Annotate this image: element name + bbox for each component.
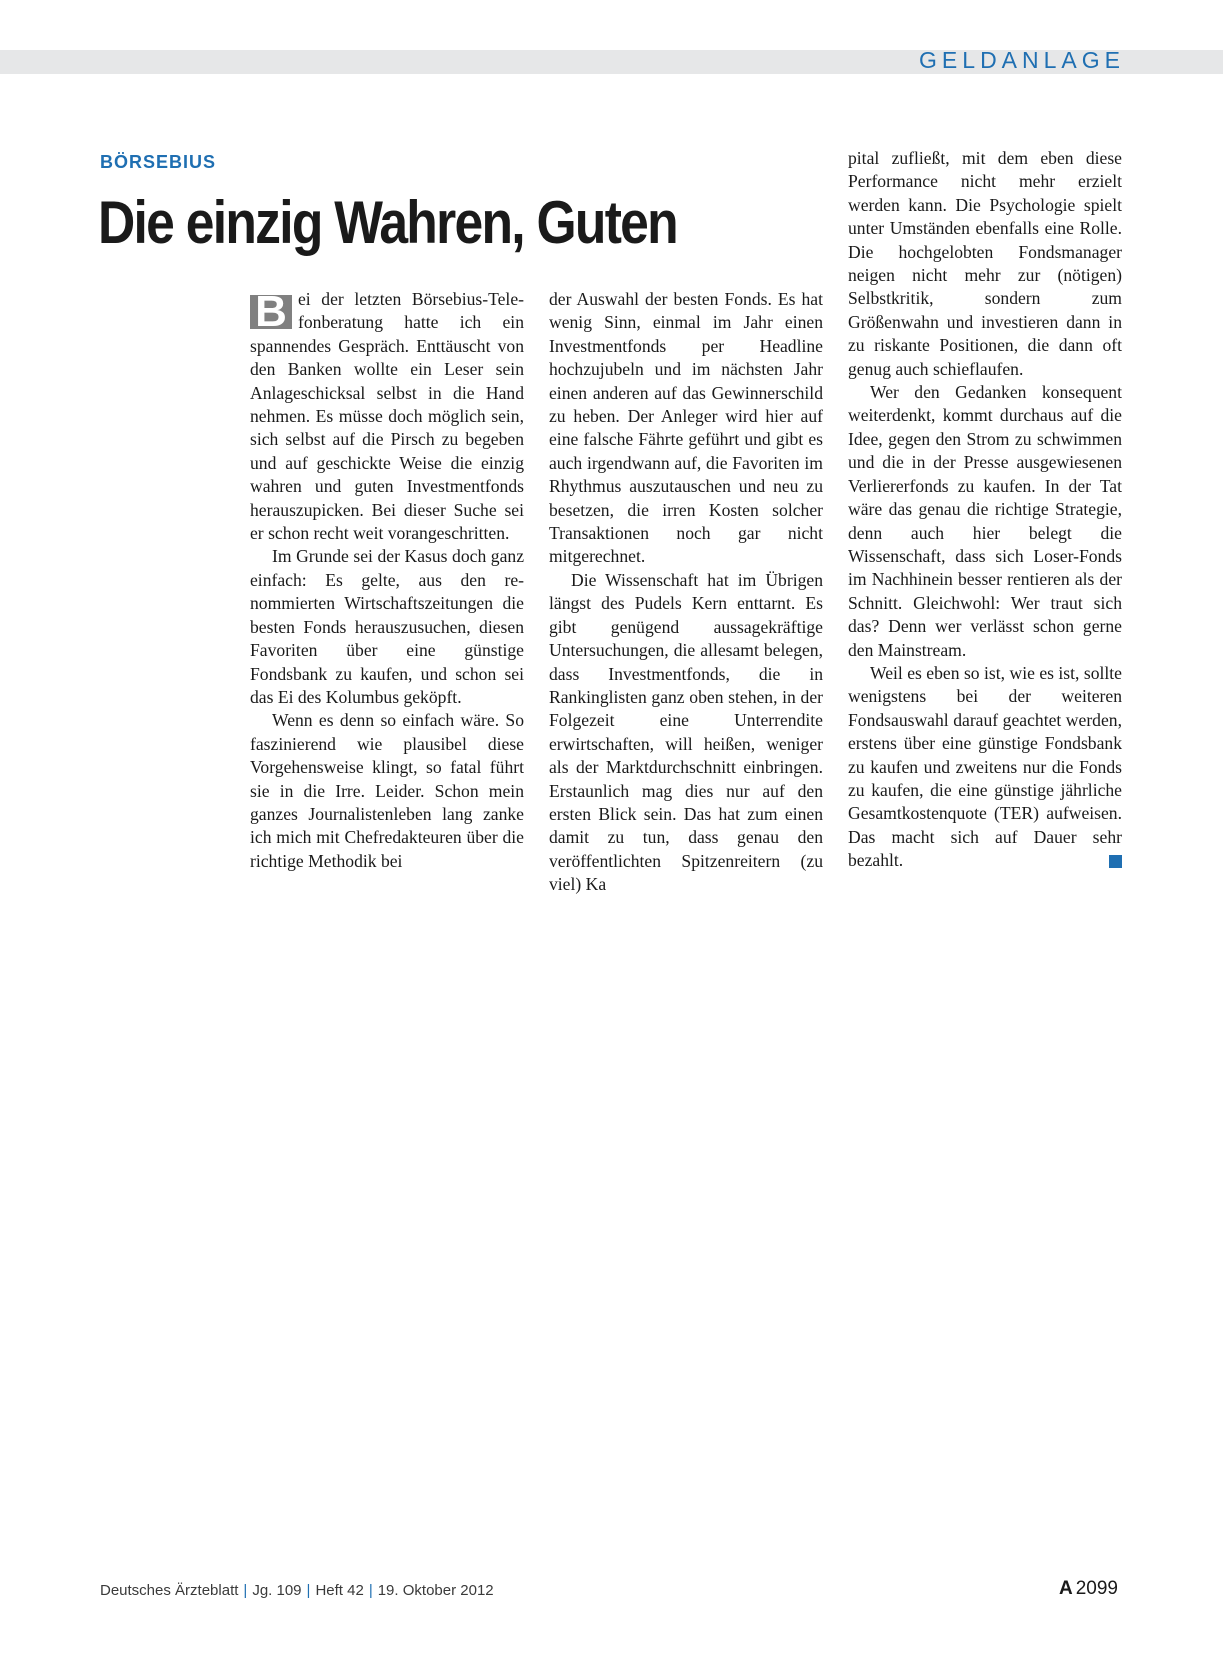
- issue: Heft 42: [315, 1582, 364, 1599]
- paragraph: Die Wissenschaft hat im Übrigen längst des Pudels Kern enttarnt. Es gibt genügend aussagekräftige Untersuchungen, die allesamt belegen, dass Investmentfonds, die in Rankinglisten ganz oben stehen, in der Folgezeit eine Unterrendite erwirtschaften, will heißen, weniger als der Marktdurchschnitt einbringen. Erstaunlich mag dies nur auf den ersten Blick sein. Das hat zum einen damit zu tun, dass genau den veröffentlichten Spitzenreitern (zu viel) Ka: [549, 569, 823, 895]
- separator: |: [243, 1582, 248, 1599]
- paragraph: Wer den Gedanken konsequent weiterdenkt, kommt durchaus auf die Idee, gegen den Strom zu schwimmen und die in der Presse ausgewiesenen Verliererfonds zu kaufen. In der Tat wäre das genau die richtige Strategie, denn auch hier belegt die Wissenschaft, dass sich Loser-Fonds im Nachhinein besser rentieren als der Schnitt. Gleichwohl: Wer traut sich das? Denn wer verlässt schon gerne den Mainstream.: [848, 382, 1122, 660]
- paragraph: pital zufließt, mit dem eben diese Performance nicht mehr erzielt werden kann. Die Psychologie spielt unter Umständen ebenfalls eine Rolle. Die hochgelobten Fondsmanager neigen nicht mehr zur (nötigen) Selbstkritik, sondern zum Größenwahn und investieren dann in zu riskante Positionen, die dann oft genug auch schieflaufen.: [848, 148, 1122, 379]
- footer-citation: [100, 1582, 494, 1599]
- text-column-3: [848, 147, 1122, 873]
- paragraph: Im Grunde sei der Kasus doch ganz einfach: Es gelte, aus den renommierten Wirtschaftszeitungen die besten Fonds herauszusuchen, diesen Favoriten über eine günstige Fondsbank zu kaufen, und schon sei das Ei des Kolumbus geköpft.: [250, 546, 524, 707]
- text-column-2: [549, 288, 823, 897]
- separator: |: [368, 1582, 373, 1599]
- article-kicker: BÖRSEBIUS: [100, 152, 217, 172]
- section-label: GELDANLAGE: [919, 47, 1125, 73]
- paragraph-text: Weil es eben so ist, wie es ist, sollte wenigstens bei der weiteren Fondsauswahl darauf geachtet werden, erstens über eine günstige Fondsbank zu kaufen und zweitens nur die Fonds zu kaufen, die eine günstige jährliche Gesamtkostenquote (TER) aufweisen. Das macht sich auf Dauer sehr bezahlt.: [848, 662, 1122, 871]
- separator: |: [306, 1582, 311, 1599]
- paragraph: Wenn es denn so einfach wäre. So faszinierend wie plausibel diese Vorgehensweise klingt, so fatal führt sie in die Irre. Leider. Schon mein ganzes Journalistenleben lang zanke ich mich mit Chefredakteuren über die richtige Methodik bei: [250, 710, 524, 871]
- page-number-value: 2099: [1075, 1578, 1118, 1599]
- text-column-1: [250, 288, 524, 873]
- dropcap: B: [250, 295, 292, 329]
- end-mark-icon: [1109, 855, 1122, 868]
- paragraph: der Auswahl der besten Fonds. Es hat wenig Sinn, einmal im Jahr einen Investmentfonds per Headline hochzujubeln und im nächsten Jahr einen anderen auf das Gewinnerschild zu heben. Der Anleger wird hier auf eine falsche Fährte geführt und gibt es auch irgendwann auf, die Favoriten im Rhythmus auszutauschen und neu zu besetzen, die irren Kosten solcher Transaktionen noch gar nicht mitgerechnet.: [549, 289, 823, 567]
- volume: Jg. 109: [252, 1582, 302, 1599]
- article-title: Die einzig Wahren, Guten: [98, 189, 677, 256]
- paragraph: [848, 662, 1122, 873]
- page-number: [1059, 1578, 1118, 1600]
- paragraph-text: ei der letzten Börsebius-Telefonberatung hatte ich ein spannendes Gespräch. Enttäuscht von den Banken wollte ein Leser sein Anlageschicksal selbst in die Hand nehmen. Es müsse doch möglich sein, sich selbst auf die Pirsch zu begeben und auf geschickte Weise die einzig wahren und guten Investmentfonds herauszupicken. Bei dieser Suche sei er schon recht weit vorangeschritten.: [250, 289, 524, 544]
- date: 19. Oktober 2012: [377, 1582, 494, 1599]
- page-prefix: A: [1058, 1578, 1073, 1599]
- journal-name: Deutsches Ärzteblatt: [100, 1582, 239, 1599]
- paragraph: [250, 288, 524, 545]
